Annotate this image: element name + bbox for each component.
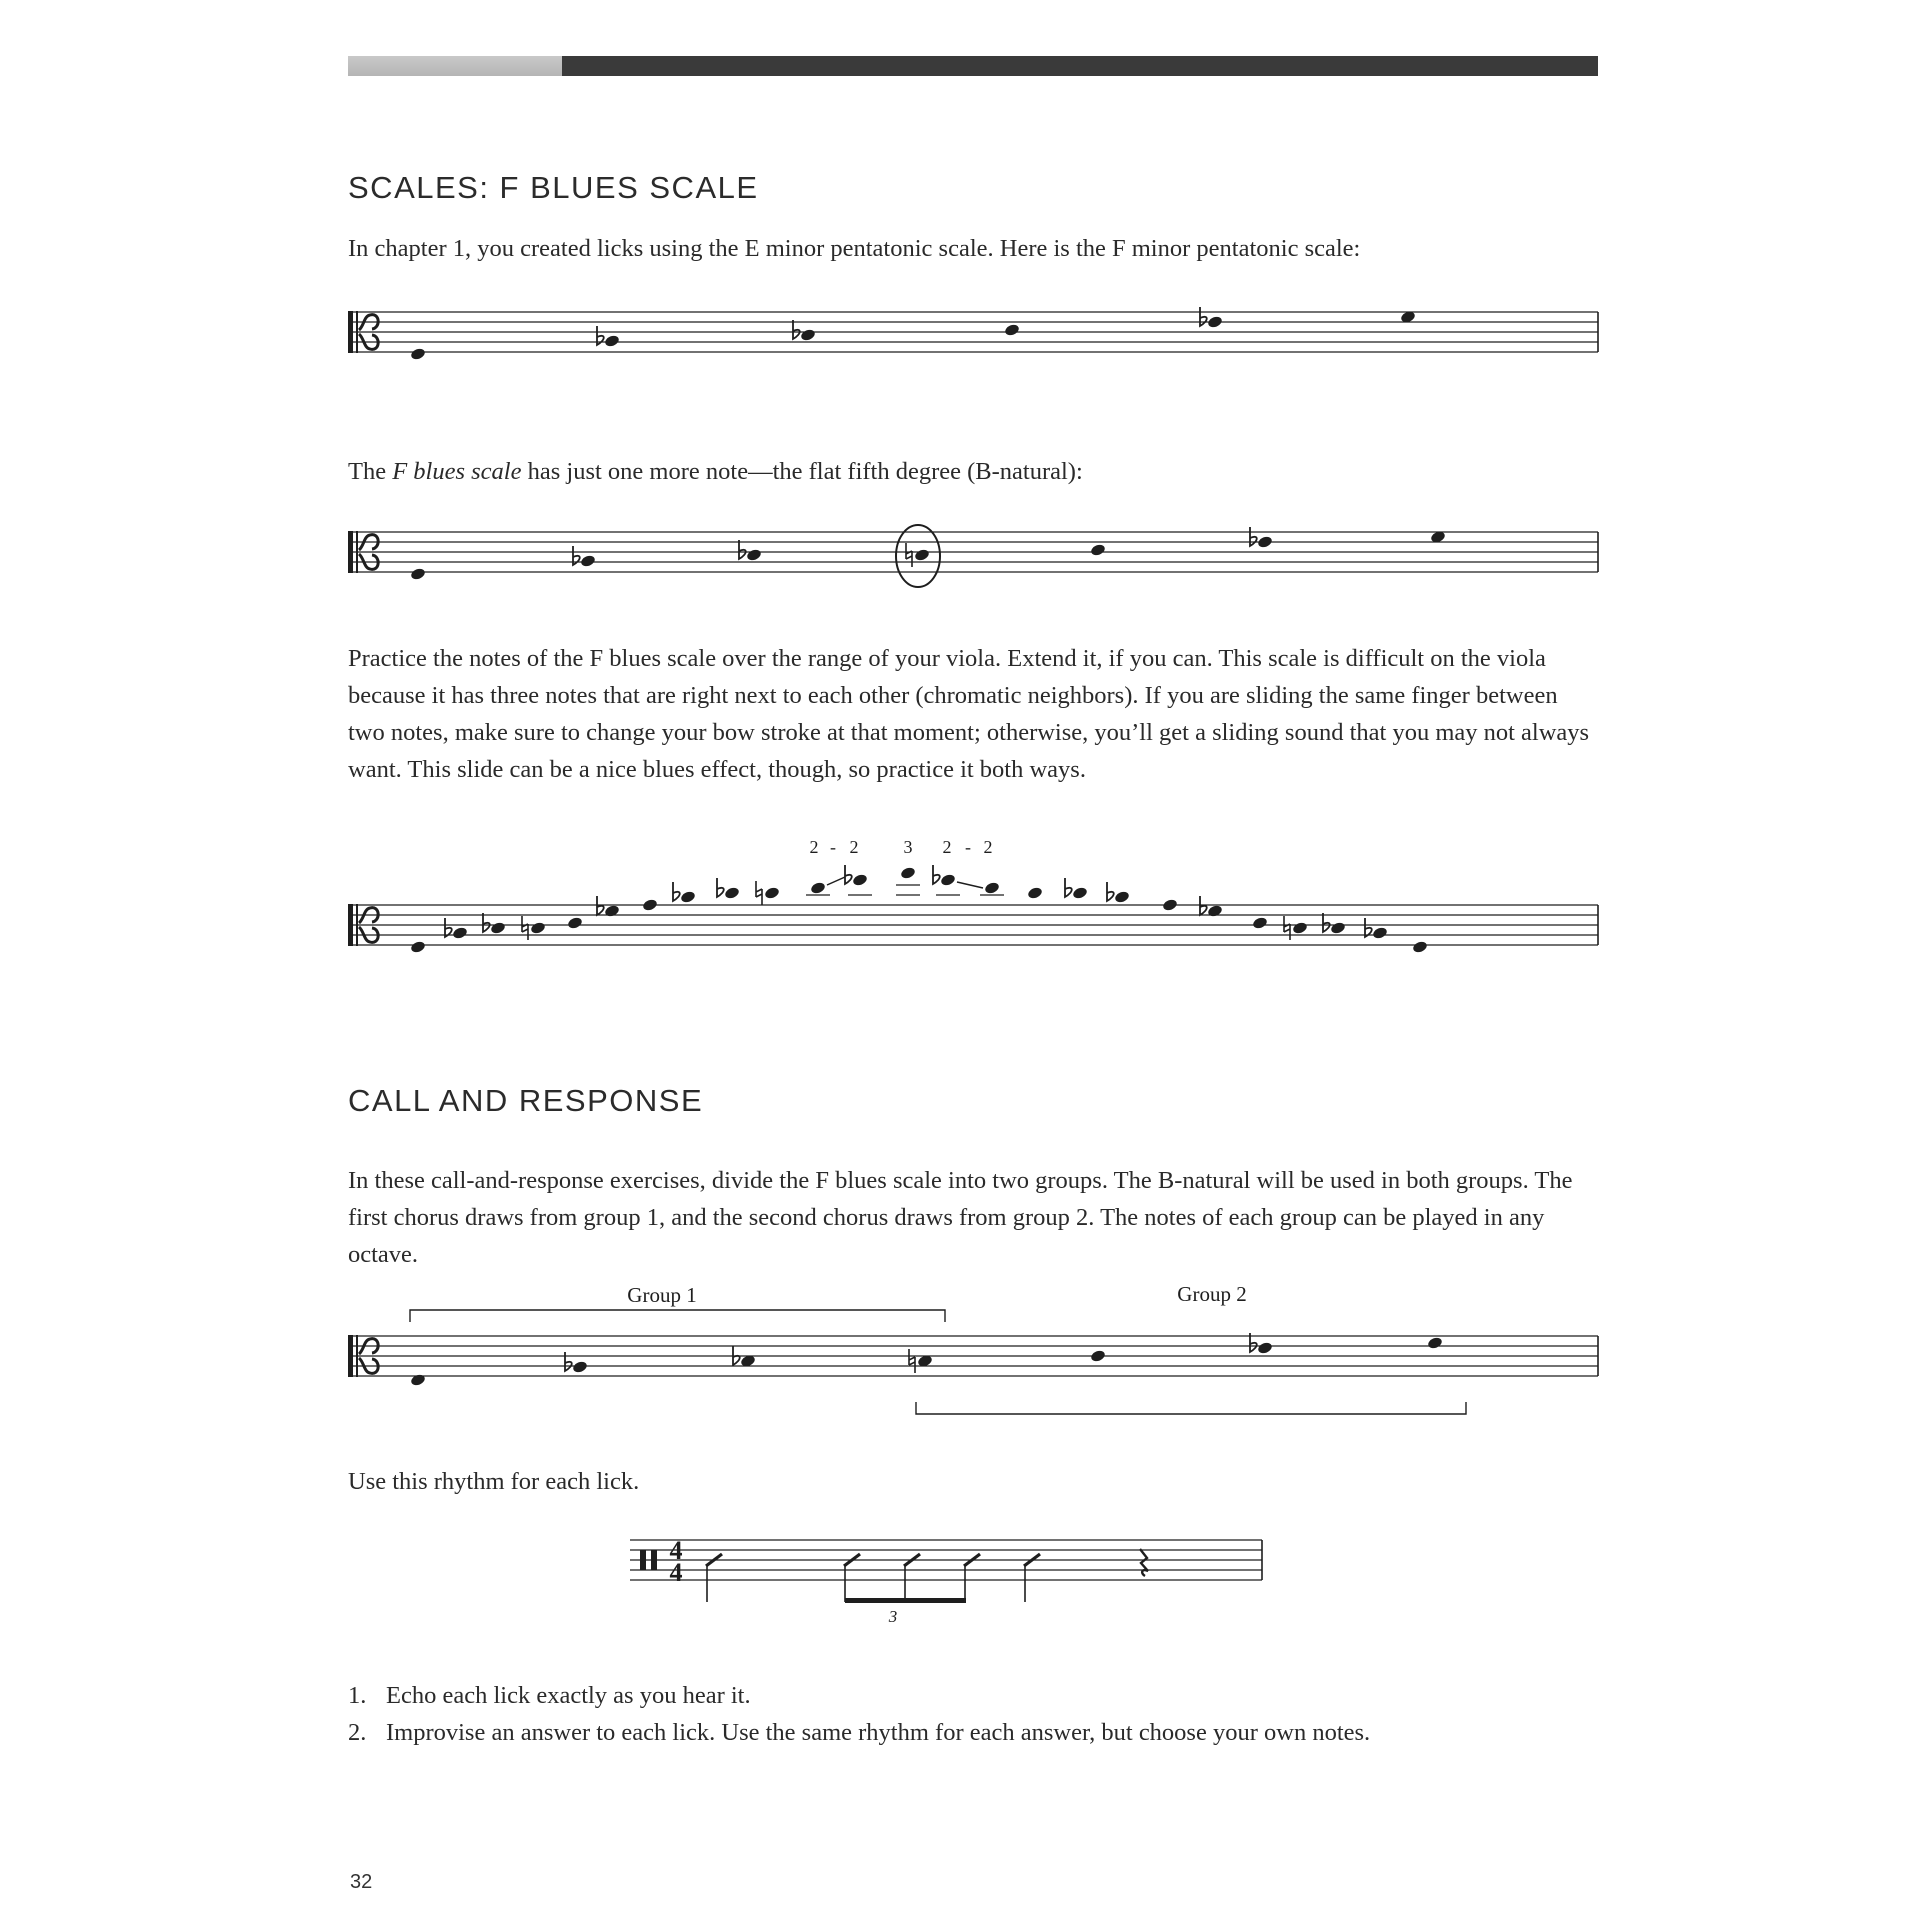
clef-thin-bar — [356, 904, 358, 946]
natural-icon — [906, 543, 912, 567]
notehead-icon — [1257, 535, 1274, 549]
fingering-label: 3 — [903, 837, 913, 857]
notehead-icon — [724, 886, 741, 900]
notehead-icon — [642, 898, 659, 912]
notehead-icon — [1207, 904, 1224, 918]
time-signature-bottom: 4 — [669, 1558, 683, 1587]
flat-icon — [1365, 918, 1372, 937]
notehead-icon — [852, 873, 869, 887]
step-number: 1. — [348, 1682, 367, 1709]
staff-f-minor-pentatonic — [340, 298, 1610, 378]
notehead-icon — [604, 334, 621, 348]
notehead-icon — [580, 554, 597, 568]
steps-list — [348, 1677, 1598, 1751]
natural-icon — [909, 1349, 915, 1373]
triplet-label: 3 — [888, 1607, 898, 1626]
notehead-icon — [530, 921, 547, 935]
notehead-icon — [1090, 1349, 1107, 1363]
group2-bracket — [916, 1402, 1466, 1414]
fingering-label: 2 — [849, 837, 859, 857]
group1-label: Group 1 — [627, 1283, 697, 1307]
notehead-icon — [680, 890, 697, 904]
section-heading-call-response: CALL AND RESPONSE — [348, 1083, 704, 1118]
flat-icon — [717, 878, 724, 897]
flat-icon — [1200, 307, 1207, 326]
rhythm-staff — [630, 1530, 1270, 1650]
step-item — [348, 1714, 1598, 1751]
flat-icon — [483, 913, 490, 932]
notehead-icon — [1072, 886, 1089, 900]
notehead-icon — [410, 940, 427, 954]
natural-icon — [756, 881, 762, 905]
clef-thin-bar — [356, 311, 358, 353]
notehead-icon — [1252, 916, 1269, 930]
notehead-icon — [914, 548, 931, 562]
fingering-label: 2 — [983, 837, 993, 857]
step-item — [348, 1677, 1598, 1714]
notehead-icon — [746, 548, 763, 562]
flat-icon — [1250, 527, 1257, 546]
flat-icon — [565, 1352, 572, 1371]
notehead-icon — [1207, 315, 1224, 329]
flat-icon — [1107, 882, 1114, 901]
group2-label: Group 2 — [1177, 1282, 1247, 1306]
clef-thick-bar — [348, 1335, 353, 1377]
slide-line — [827, 877, 845, 885]
header-bar-light — [348, 56, 562, 76]
flat-icon — [673, 882, 680, 901]
flat-icon — [1323, 913, 1330, 932]
flat-icon — [1065, 878, 1072, 897]
flat-icon — [933, 865, 940, 884]
notehead-icon — [572, 1360, 589, 1374]
notehead-icon — [1114, 890, 1131, 904]
time-signature-top: 4 — [669, 1536, 683, 1565]
notehead-icon — [1162, 898, 1179, 912]
natural-icon — [522, 916, 528, 940]
blues-pre-text: The — [348, 458, 393, 485]
blues-scale-term: F blues scale — [392, 458, 522, 485]
blues-scale-paragraph — [348, 453, 1598, 490]
triplet-beam — [845, 1598, 966, 1603]
notehead-icon — [567, 916, 584, 930]
step-text: Echo each lick exactly as you hear it. — [386, 1682, 751, 1709]
notehead-icon — [490, 921, 507, 935]
notehead-icon — [604, 904, 621, 918]
notehead-icon — [410, 567, 427, 581]
header-bar-dark — [562, 56, 1598, 76]
notehead-icon — [1027, 886, 1044, 900]
step-number: 2. — [348, 1719, 367, 1746]
perc-clef-bar — [651, 1550, 657, 1570]
notehead-icon — [900, 866, 917, 880]
intro-paragraph: In chapter 1, you created licks using the E minor pentatonic scale. Here is the F minor pentatonic scale: — [348, 235, 1361, 262]
notehead-icon — [1412, 940, 1429, 954]
notehead-icon — [1330, 921, 1347, 935]
notehead-icon — [1292, 921, 1309, 935]
notehead-icon — [1372, 926, 1389, 940]
clef-thin-bar — [356, 531, 358, 573]
header-bar — [348, 56, 1598, 76]
perc-clef-bar — [640, 1550, 646, 1570]
notehead-icon — [1090, 543, 1107, 557]
flat-icon — [845, 865, 852, 884]
notehead-icon — [810, 881, 827, 895]
fingering-label: 2 — [809, 837, 819, 857]
notehead-icon — [452, 926, 469, 940]
step-text: Improvise an answer to each lick. Use the same rhythm for each answer, but choose your own notes. — [386, 1719, 1371, 1746]
notehead-icon — [1427, 1336, 1444, 1350]
notehead-icon — [1257, 1341, 1274, 1355]
clef-thin-bar — [356, 1335, 358, 1377]
page-number: 32 — [350, 1871, 373, 1893]
notehead-icon — [764, 886, 781, 900]
clef-thick-bar — [348, 311, 353, 353]
call-response-paragraph: In these call-and-response exercises, divide the F blues scale into two groups. The B-natural will be used in both groups. The first chorus draws from group 1, and the second chorus draws from group 2. The notes of each group can be played in any octave. — [348, 1167, 1573, 1268]
notehead-icon — [940, 873, 957, 887]
rhythm-intro: Use this rhythm for each lick. — [348, 1468, 640, 1495]
blues-post-text: has just one more note—the flat fifth degree (B-natural): — [521, 458, 1083, 485]
staff-groups — [340, 1280, 1610, 1410]
fingering-label: - — [965, 837, 971, 857]
flat-icon — [445, 918, 452, 937]
section-heading-blues-scale: SCALES: F BLUES SCALE — [348, 170, 759, 205]
clef-thick-bar — [348, 531, 353, 573]
flat-icon — [793, 320, 800, 339]
quarter-rest-icon — [1140, 1549, 1148, 1576]
notehead-icon — [1004, 323, 1021, 337]
flat-icon — [739, 540, 746, 559]
notehead-icon — [984, 881, 1001, 895]
staff-f-blues-scale — [340, 518, 1610, 598]
fingering-label: 2 — [942, 837, 952, 857]
practice-paragraph: Practice the notes of the F blues scale over the range of your viola. Extend it, if you can. This scale is difficult on the viola because it has three notes that are right next to each other (chromatic neighbors). If you are sliding the same finger between two notes, make sure to change your bow stroke at that moment; otherwise, you’ll get a sliding sound that you may not always want. This slide can be a nice blues effect, though, so practice it both ways. — [348, 645, 1590, 783]
group1-bracket — [410, 1310, 945, 1322]
notehead-icon — [410, 347, 427, 361]
clef-thick-bar — [348, 904, 353, 946]
notehead-icon — [410, 1373, 427, 1387]
notehead-icon — [800, 328, 817, 342]
staff-blues-scale-range — [340, 835, 1610, 965]
natural-icon — [1284, 916, 1290, 940]
fingering-label: - — [830, 837, 836, 857]
slide-line — [957, 882, 983, 888]
